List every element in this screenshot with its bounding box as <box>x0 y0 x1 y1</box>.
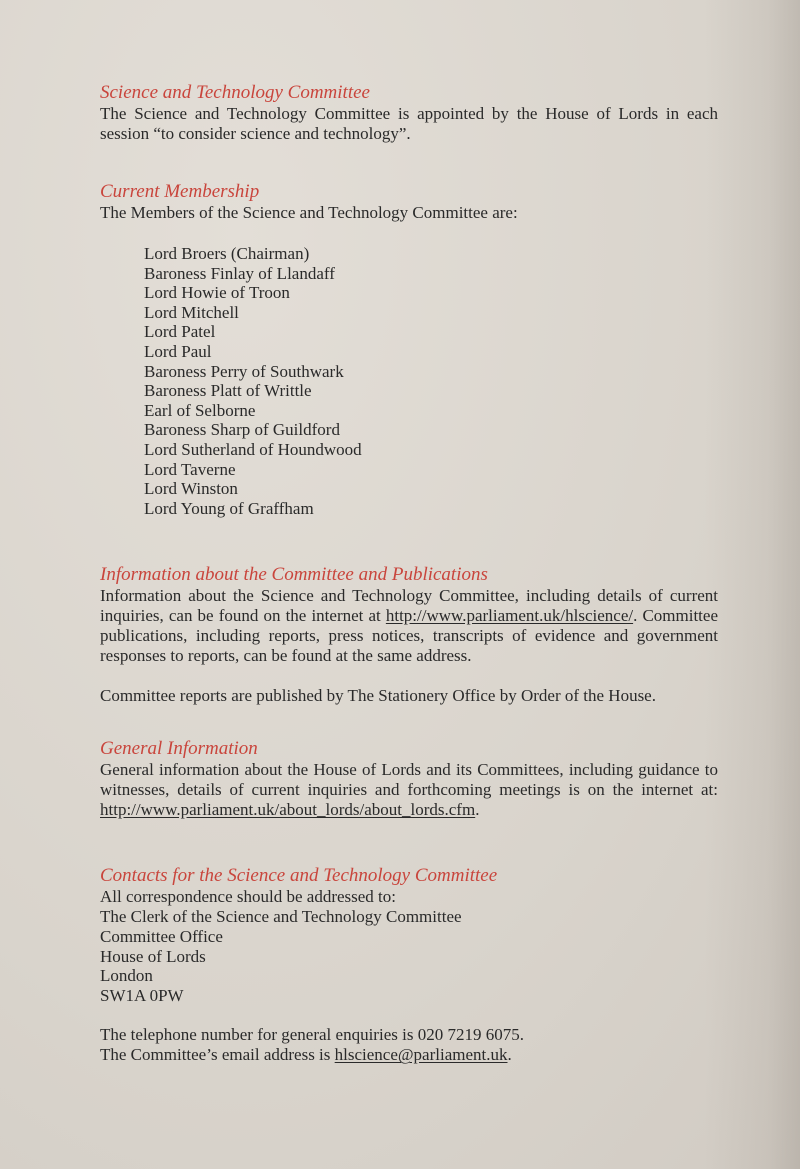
member-item: Lord Taverne <box>144 459 236 479</box>
about-lords-link[interactable]: http://www.parliament.uk/about_lords/about_lords.cfm <box>100 800 476 820</box>
email-prefix: The Committee’s email address is <box>100 1045 335 1065</box>
member-item: Lord Mitchell <box>144 302 239 322</box>
intro-section <box>100 82 718 144</box>
information-text-before-link: Information about the Science and Technology Committee, including details of current inquiries, can be found on the internet at <box>100 586 718 626</box>
contacts-section <box>100 865 718 1065</box>
committee-heading: Science and Technology Committee <box>100 82 370 103</box>
member-item: Baroness Sharp of Guildford <box>144 420 340 440</box>
member-item: Lord Winston <box>144 479 238 499</box>
general-text-after-link: . <box>475 800 480 820</box>
email-text <box>100 1045 718 1065</box>
member-item: Earl of Selborne <box>144 400 256 420</box>
general-text <box>100 760 718 820</box>
committee-website-link[interactable]: http://www.parliament.uk/hlscience/ <box>385 606 634 626</box>
membership-section <box>100 181 718 518</box>
information-section <box>100 564 718 706</box>
member-item: Lord Patel <box>144 322 216 342</box>
contacts-intro: All correspondence should be addressed to: <box>100 887 396 907</box>
publication-note: Committee reports are published by The Stationery Office by Order of the House. <box>100 686 656 706</box>
address-line: House of Lords <box>100 946 206 966</box>
member-item: Lord Sutherland of Houndwood <box>144 439 362 459</box>
contacts-heading: Contacts for the Science and Technology Committee <box>100 865 498 887</box>
telephone-text: The telephone number for general enquiries is 020 7219 6075. <box>100 1025 524 1045</box>
email-link[interactable]: hlscience@parliament.uk <box>334 1045 508 1065</box>
general-heading: General Information <box>100 738 258 760</box>
member-item: Lord Paul <box>144 341 212 361</box>
member-item: Lord Young of Graffham <box>144 498 314 518</box>
general-section <box>100 738 718 820</box>
member-item: Baroness Platt of Writtle <box>144 381 312 401</box>
general-text-before-link: General information about the House of Lords and its Committees, including guidance to witnesses, details of current inquiries and forthcoming meetings is on the internet at: <box>100 760 718 800</box>
address-line: Committee Office <box>100 926 223 946</box>
information-text-after-link: . Committee publications, including reports, press notices, transcripts of evidence and government responses to reports, can be found at the same address. <box>100 606 718 666</box>
membership-heading: Current Membership <box>100 181 260 202</box>
membership-text: The Members of the Science and Technology Committee are: <box>100 203 518 222</box>
information-text <box>100 586 718 666</box>
member-item: Baroness Perry of Southwark <box>144 361 344 381</box>
postal-address <box>100 907 718 1005</box>
committee-description: The Science and Technology Committee is appointed by the House of Lords in each session “to consider science and technology”. <box>100 104 718 143</box>
information-heading: Information about the Committee and Publications <box>100 564 488 586</box>
member-list <box>144 244 718 518</box>
page-content <box>100 82 718 1065</box>
member-item: Lord Broers (Chairman) <box>144 244 310 263</box>
email-suffix: . <box>507 1045 512 1065</box>
address-line: The Clerk of the Science and Technology Committee <box>100 907 462 927</box>
member-item: Baroness Finlay of Llandaff <box>144 263 335 283</box>
address-line: London <box>100 966 153 986</box>
member-item: Lord Howie of Troon <box>144 283 290 303</box>
address-line: SW1A 0PW <box>100 985 184 1005</box>
